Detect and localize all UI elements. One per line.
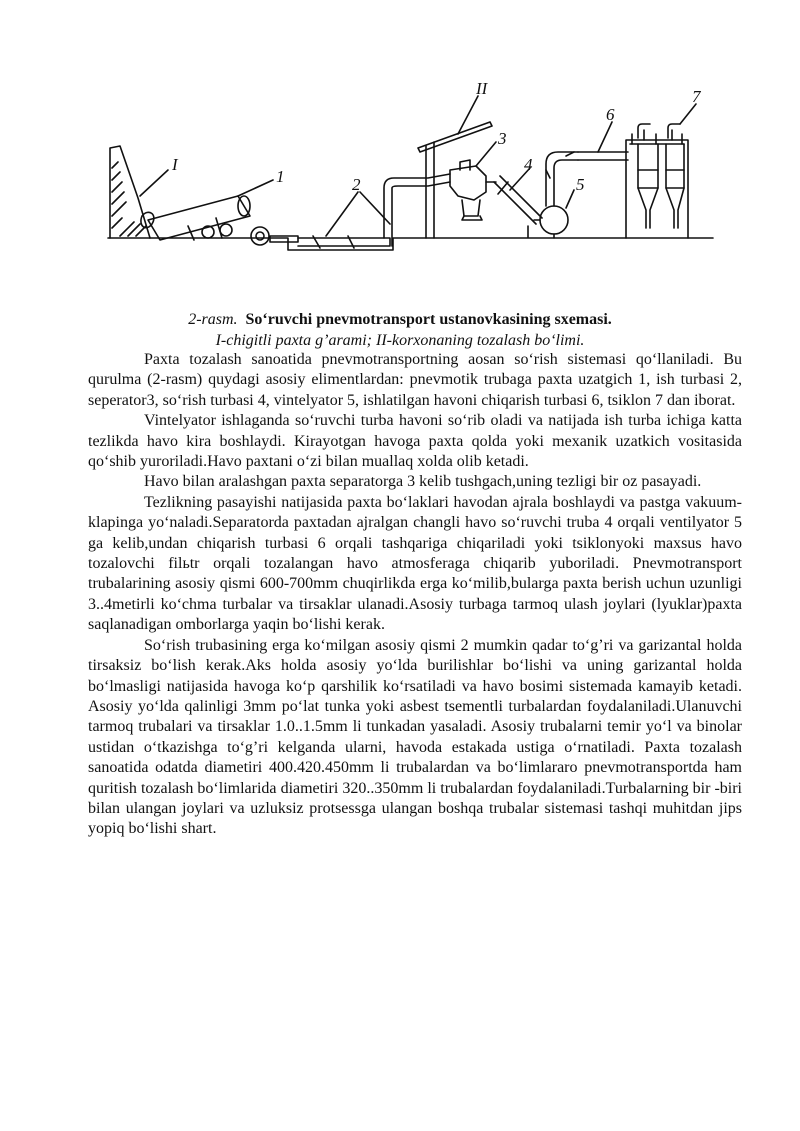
figure-number: 2-rasm. <box>188 311 238 328</box>
paragraph: So‘rish trubasining erga ko‘milgan asosiy qismi 2 mumkin qadar to‘g’ri va garizantal holda tirsaksiz bo‘lish kerak.Aks holda asosiy yo‘lda burilishlar bo‘lishi va uning garizantal holda bo‘lmasligi natijasida havoga ko‘p qarshilik ko‘rsatiladi va havo bosimi sistemada kamayib ketadi. Asosiy yo‘lda qalinligi 3mm po‘lat tunka yoki asbest tsementli turbalardan foydalaniladi.Ulanuvchi tarmoq trubalari va tirsaklar 1.0..1.5mm li tunkadan yasaladi. Asosiy trubalarni temir yo‘l va binolar ustidan o‘tkazishga to‘g’ri kelganda ularni, havoda estakada ustiga o‘rnatiladi. Paxta tozalash sanoatida odatda diametiri 400.420.450mm li trubalardan va bo‘limlararo pnevmotransportda ham quritish tozalash bo‘limlarida diametiri 320..350mm li trubalardan foydalaniladi.Turbalarning bir -biri bilan ulangan joylari va uzluksiz protsessga ulangan boshqa trubalar sistemasi tashqi muhitdan jips yopiq bo‘lishi shart. <box>88 636 742 838</box>
label-I: I <box>172 155 178 174</box>
cyclones-7 <box>626 124 688 238</box>
paragraph: Tezlikning pasayishi natijasida paxta bo‘laklari havodan ajrala boshlaydi va pastga vakuum-klapinga yo‘naladi.Separatorda paxtadan ajralgan changli havo so‘ruvchi truba 4 orqali ventilyator 5 ga kelib,undan chiqarish turbasi 6 orqali tashqariga chiqariladi yoki tsiklonyoki maxsus havo tozalovchi filьtr orqali tozalangan havo atmosferaga chiqarib yuboriladi. Pnevmotransport trubalarining asosiy qismi 600-700mm chuqirlikda erga ko‘milib,bularga paxta berish uchun uzunligi 3..4metirli ko‘chma turbalar va tirsaklar ulanadi.Asosiy turbaga tarmoq ulash joylari (lyuklar)paxta saqlanadigan omborlarga yaqin bo‘lishi kerak. <box>88 493 742 634</box>
label-5: 5 <box>576 175 585 194</box>
label-2: 2 <box>352 175 361 194</box>
label-7: 7 <box>692 87 701 106</box>
paragraph: Vintelyator ishlaganda so‘ruvchi turba havoni so‘rib oladi va natijada ish turba ichiga katta tezlikda havo kira boshlaydi. Kirayotgan havoga paxta qolda yoki mexanik uzatkich vositasida qo‘shib yuroriladi.Havo paxtani o‘zi bilan muallaq xolda olib ketadi. <box>88 412 742 471</box>
separator-3 <box>450 160 496 220</box>
exhaust-pipe-6 <box>578 152 628 160</box>
pneumatic-transport-diagram <box>98 78 718 288</box>
label-6: 6 <box>606 105 615 124</box>
body-text <box>88 350 742 840</box>
label-II: II <box>476 79 488 98</box>
label-4: 4 <box>524 155 533 174</box>
label-1: 1 <box>276 167 285 186</box>
figure-title: So‘ruvchi pnevmotransport ustanovkasining sxemasi. <box>245 311 612 328</box>
figure-caption <box>0 310 800 330</box>
paragraph: Paxta tozalash sanoatida pnevmotransportning aosan so‘rish sistemasi qo‘llaniladi. Bu qurulma (2-rasm) quydagi asosiy elimentlardan: pnevmotik trubaga paxta uzatgich 1, ish turbasi 2, seperator3, so‘rish turbasi 4, vintelyator 5, ishlatilgan havoni chiqarish turbasi 6, tsiklon 7 dan iborat. <box>88 351 742 409</box>
figure-legend: I-chigitli paxta g’arami; II-korxonaning tozalash bo‘limi. <box>215 332 585 349</box>
suction-pipe-4 <box>494 176 542 224</box>
paragraph: Havo bilan aralashgan paxta separatorga 3 kelib tushgach,uning tezligi bir oz pasayadi. <box>144 473 702 491</box>
label-3: 3 <box>498 129 507 148</box>
